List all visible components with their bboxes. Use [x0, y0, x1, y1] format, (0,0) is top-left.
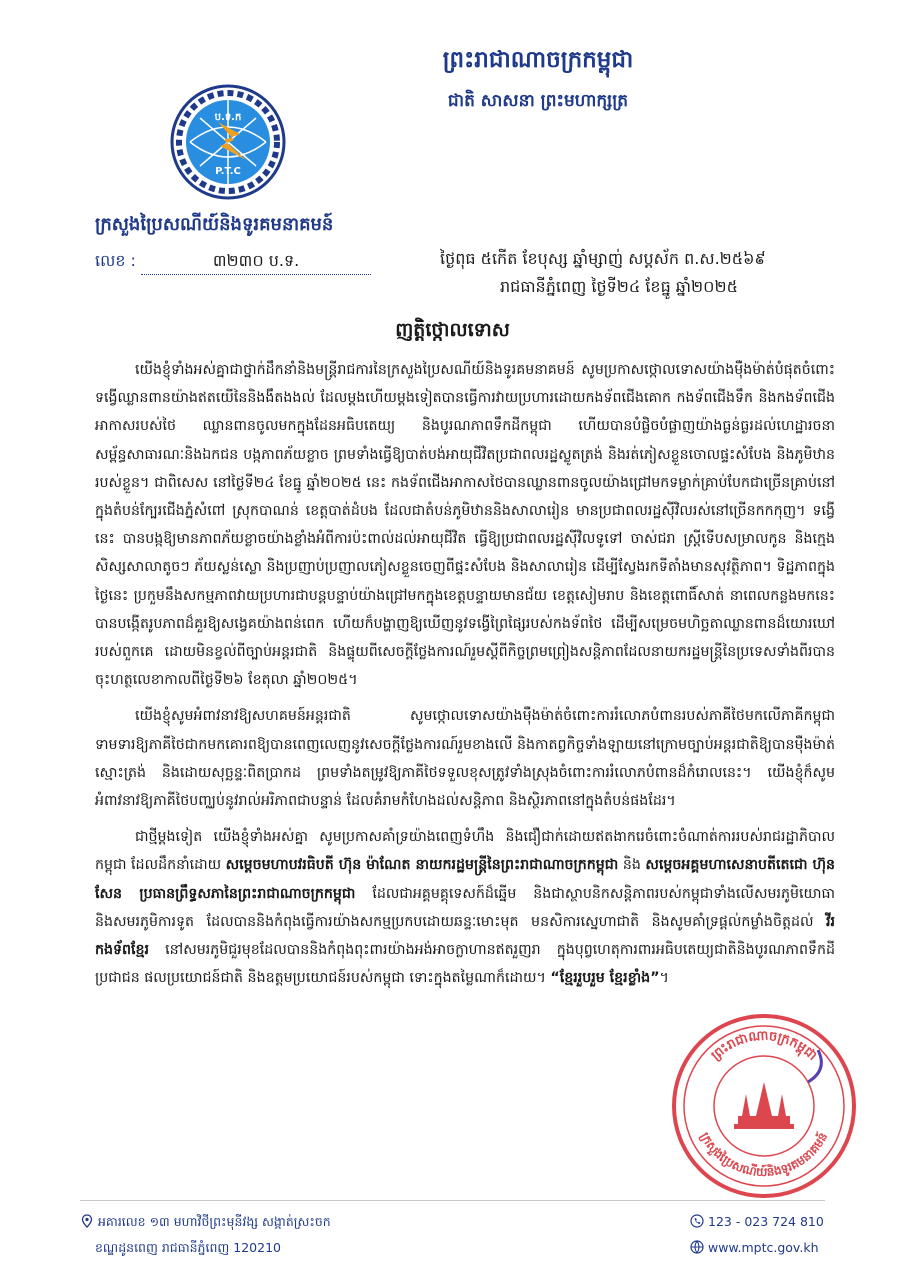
p3-senate-name: សម្តេចអគ្គមហាសេនាបតីតេជោ ហ៊ុន សែន ប្រធានព្រឹទ្ធសភានៃព្រះរាជាណាចក្រកម្ពុជា: [95, 857, 835, 902]
footer-divider: [80, 1200, 825, 1201]
phone-text: 123 - 023 724 810: [708, 1214, 824, 1229]
document-body: [95, 356, 835, 1000]
national-motto: ជាតិ សាសនា ព្រះមហាក្សត្រ: [447, 91, 629, 111]
p3-slogan: “ខ្មែររួបរួម ខ្មែរខ្លាំង”: [550, 970, 660, 987]
reference-line: [95, 250, 371, 275]
paragraph-3: [95, 823, 835, 992]
footer-address-line2: ខណ្ឌដូនពេញ រាជធានីភ្នំពេញ 120210: [95, 1240, 281, 1255]
phone-icon: [690, 1214, 704, 1228]
footer-phone: [690, 1214, 824, 1229]
p3-text-a: ជាថ្មីម្តងទៀត យើងខ្ញុំទាំងអស់គ្នា សូមប្រកាសគាំទ្រយ៉ាងពេញទំហឹង និងជឿជាក់ដោយឥតងាករេចំពោះចំណាត់ការរបស់រាជរដ្ឋាភិបាលកម្ពុជា ដែលដឹកនាំដោយ: [95, 829, 835, 874]
footer-address-line1: [80, 1214, 331, 1233]
reference-number: ៣២៣០ ប.ទ.: [141, 250, 371, 275]
logo-top-text: ប.ទ.ក: [214, 112, 242, 123]
paragraph-2: យើងខ្ញុំសូមអំពាវនាវឱ្យសហគមន៍អន្តរជាតិ សូមថ្កោលទោសយ៉ាងម៉ឺងម៉ាត់ចំពោះការរំលោភបំពានរបស់ភាគីថៃមកលើភាគីកម្ពុជា ទាមទារឱ្យភាគីថៃជាកមកគោរពឱ្យបានពេញលេញនូវសេចក្តីថ្លែងការណ៍រួមខាងលើ និងកាតព្វកិច្ចទាំងឡាយនៅក្រោមច្បាប់អន្តរជាតិឱ្យបានម៉ឺងម៉ាត់ ស្មោះត្រង់ និងដោយសុច្ឆន្ទៈពិតប្រាកដ ព្រមទាំងតម្រូវឱ្យភាគីថៃទទួលខុសត្រូវទាំងស្រុងចំពោះការរំលោភបំពានដ៏កំរោលនេះ។ យើងខ្ញុំក៏សូមអំពាវនាវឱ្យភាគីថៃបញ្ឈប់នូវរាល់អរិភាពជាបន្ទាន់ ដែលគំរាមកំហែងដល់សន្តិភាព និងស្ថិរភាពនៅក្នុងតំបន់ផងដែរ។: [95, 708, 836, 810]
logo-bottom-text: P.T.C: [215, 166, 241, 177]
lunar-date: ថ្ងៃពុធ ៥កើត ខែបុស្ស ឆ្នាំម្សាញ់ សប្តស័ក ព.ស.២៥៦៩: [440, 249, 766, 268]
p3-pm-name: សម្តេចមហាបវរធិបតី ហ៊ុន ម៉ាណែត នាយករដ្ឋមន្ត្រីនៃព្រះរាជាណាចក្រកម្ពុជា: [225, 857, 619, 874]
globe-icon: [690, 1240, 704, 1254]
seal-top-text: ព្រះរាជាណាចក្រកម្ពុជា: [708, 1028, 820, 1064]
solar-date: រាជធានីភ្នំពេញ ថ្ងៃទី២៤ ខែធ្នូ ឆ្នាំ២០២៥: [500, 277, 738, 296]
p3-text-c: និង: [618, 857, 646, 874]
kingdom-heading: ព្រះរាជាណាចក្រកម្ពុជា: [442, 47, 634, 73]
footer-website: [690, 1240, 819, 1255]
p3-army: វីរកងទ័ពខ្មែរ: [95, 913, 835, 959]
paragraph-1: យើងខ្ញុំទាំងអស់គ្នាជាថ្នាក់ដឹកនាំនិងមន្ត្រីរាជការនៃក្រសួងប្រៃសណីយ៍និងទូរគមនាគមន៍ សូមប្រកាសថ្កោលទោសយ៉ាងម៉ឺងម៉ាត់បំផុតចំពោះទង្វើឈ្លានពានយ៉ាងឥតយើនៃនិងងឹតងងល់ ដែលម្តងហើយម្តងទៀតបានធ្វើការវាយប្រហារដោយកងទ័ពជើងគោក កងទ័ពជើងទឹក និងកងទ័ពជើងអាកាសរបស់ថៃ ឈ្លានពានចូលមកក្នុងដែនអធិបតេយ្យ និងបូរណភាពទឹកដីកម្ពុជា ហើយបានបំផ្លិចបំផ្លាញយ៉ាងធ្ងន់ធ្ងរដល់ហេដ្ឋារចនាសម្ព័ន្ធសាធារណៈនិងឯកជន បង្កភាពភ័យខ្លាច ព្រមទាំងធ្វើឱ្យបាត់បង់អាយុជីវិតប្រជាពលរដ្ឋស្លូតត្រង់ និងរត់ភៀសខ្លួនចោលផ្ទះសំបែង និងភូមិឋានរបស់ខ្លួន។ ជាពិសេស នៅថ្ងៃទី២៤ ខែធ្នូ ឆ្នាំ២០២៥ នេះ កងទ័ពជើងអាកាសថៃបានឈ្លានពានចូលយ៉ាងជ្រៅមកទម្លាក់គ្រាប់បែកជាច្រើនគ្រាប់នៅក្នុងតំបន់ក្បែរជើងភ្នំសំពៅ ស្រុកបាណន់ ខេត្តបាត់ដំបង ដែលជាតំបន់ភូមិឋាននិងសាលារៀន មានប្រជាពលរដ្ឋស៊ីវិលរស់នៅច្រើនកកកុញ។ ទង្វើនេះ បានបង្កឱ្យមានភាពភ័យខ្លាចយ៉ាងខ្លាំងអំពីការប៉ះពាល់ដល់អាយុជីវិត ធ្វើឱ្យប្រជាពលរដ្ឋស៊ីវិលទូទៅ ចាស់ជរា ស្ត្រីទើបសម្រាលកូន និងក្មេងសិស្សសាលាតូចៗ ភ័យស្លន់ស្លោ និងប្រញាប់ប្រញាលភៀសខ្លួនចេញពីផ្ទះសំបែង និងសាលារៀន ដើម្បីស្វែងរកទីតាំងមានសុវត្ថិភាព។ ទិដ្ឋភាពក្នុងថ្ងៃនេះ ប្រកួមនឹងសកម្មភាពវាយប្រហារជាបន្តបន្ទាប់យ៉ាងជ្រៅមកក្នុងខេត្តបន្ទាយមានជ័យ ខេត្តសៀមរាប និងខេត្តពោធិ៍សាត់ នាពេលកន្លងមកនេះ បានបង្កើតរូបភាពដ៏គួរឱ្យសង្វេគយ៉ាងពន់ពេក ហើយក៏បង្ហាញឱ្យឃើញនូវទង្វើព្រៃផ្សៃរបស់កងទ័ពថៃ ដើម្បីសម្រេចមហិច្ឆតាឈ្លានពានដ៏យោរឃៅរបស់ពួកគេ ដោយមិនខ្វល់ពីច្បាប់អន្តរជាតិ និងផ្ទុយពីសេចក្តីថ្លែងការណ៍រួមស្តីពីកិច្ចព្រមព្រៀងសន្តិភាពដែលនាយករដ្ឋមន្ត្រីនៃប្រទេសទាំងពីរបានចុះហត្ថលេខាកាលពីថ្ងៃទី២៦ ខែតុលា ឆ្នាំ២០២៥។: [95, 362, 835, 689]
website-text: www.mptc.gov.kh: [708, 1240, 819, 1255]
document-title: ញត្តិថ្កោលទោស: [395, 319, 510, 341]
seal-bottom-text: ក្រសួងប្រៃសណីយ៍និងទូរគមនាគមន៍: [697, 1130, 831, 1180]
p3-text-i: ។: [659, 970, 669, 987]
reference-label: លេខ :: [95, 251, 136, 270]
address-line1-text: អគារលេខ ១៣ មហាវិថីព្រះមុនីវង្ស សង្កាត់ស្រះចក: [98, 1214, 331, 1229]
p3-text-g: នៅសមរភូមិជួរមុខដែលបាននិងកំពុងពុះពារយ៉ាងអង់អាចក្លាហានឥតរួញរា ក្នុងបុព្វហេតុការពារអធិបតេយ្យជាតិនិងបូរណភាពទឹកដី ប្រជាជន ផលប្រយោជន៍ជាតិ និងឧត្តមប្រយោជន៍របស់កម្ពុជា ទោះក្នុងតម្លៃណាក៏ដោយ។: [95, 942, 835, 987]
official-seal: [668, 1010, 860, 1202]
ministry-logo: [160, 82, 296, 202]
svg-text:ព្រះរាជាណាចក្រកម្ពុជា: [709, 1028, 820, 1063]
p3-text-e: ដែលជាអគ្គមគ្គុទេសក៍ដ៏ឆ្នើម និងជាស្ថាបនិកសន្តិភាពរបស់កម្ពុជាទាំងលើសមរភូមិយោធា និងសមរភូមិការទូត ដែលបាននិងកំពុងធ្វើការយ៉ាងសកម្មប្រកបដោយឆន្ទៈមោះមុត មនសិការស្នេហាជាតិ និងសូមគាំទ្រផ្តល់កម្លាំងចិត្តដល់: [95, 885, 835, 930]
location-pin-icon: [80, 1214, 94, 1228]
ministry-name: ក្រសួងប្រៃសណីយ៍និងទូរគមនាគមន៍: [95, 214, 334, 235]
